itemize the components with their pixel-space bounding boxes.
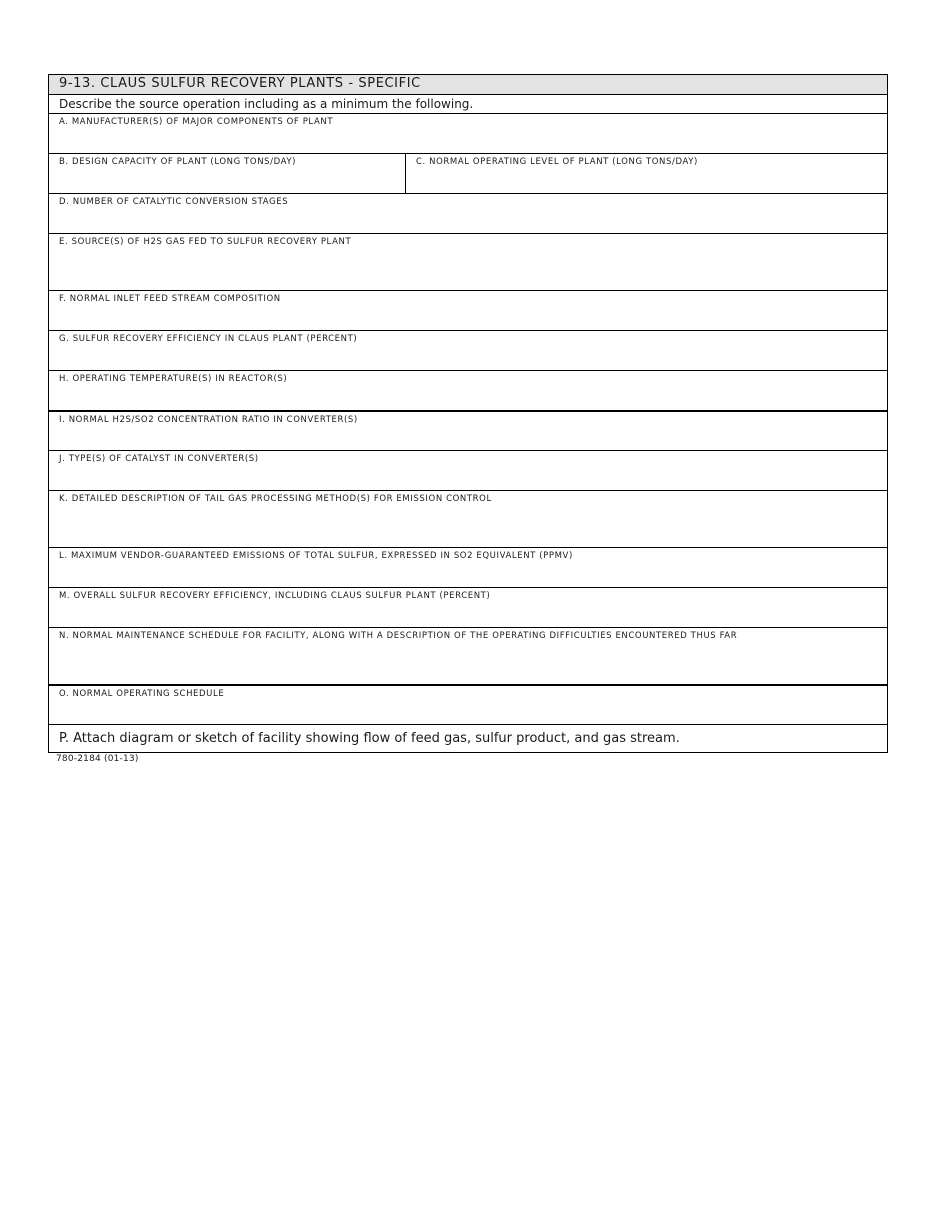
field-c-label: C. NORMAL OPERATING LEVEL OF PLANT (LONG TONS/DAY) — [416, 157, 698, 167]
field-d-catalytic-stages[interactable] — [49, 193, 887, 233]
field-f-label: F. NORMAL INLET FEED STREAM COMPOSITION — [59, 294, 281, 304]
field-g-label: G. SULFUR RECOVERY EFFICIENCY IN CLAUS PLANT (PERCENT) — [59, 334, 358, 344]
field-h-label: H. OPERATING TEMPERATURE(S) IN REACTOR(S) — [59, 374, 288, 384]
field-a-manufacturers[interactable] — [49, 113, 887, 153]
form-number: 780-2184 (01-13) — [56, 754, 139, 764]
field-n-maintenance-schedule[interactable] — [49, 627, 887, 684]
field-l-max-emissions[interactable] — [49, 547, 887, 587]
field-j-catalyst-type[interactable] — [49, 450, 887, 490]
field-i-label: I. NORMAL H2S/SO2 CONCENTRATION RATIO IN CONVERTER(S) — [59, 415, 358, 425]
field-i-concentration-ratio[interactable] — [49, 410, 887, 450]
field-o-operating-schedule[interactable] — [49, 684, 887, 724]
field-l-label: L. MAXIMUM VENDOR-GUARANTEED EMISSIONS OF TOTAL SULFUR, EXPRESSED IN SO2 EQUIVALENT (PPMV) — [59, 551, 573, 561]
field-e-label: E. SOURCE(S) OF H2S GAS FED TO SULFUR RECOVERY PLANT — [59, 237, 352, 247]
field-c-operating-level[interactable] — [406, 154, 887, 193]
field-k-tail-gas-processing[interactable] — [49, 490, 887, 547]
field-k-label: K. DETAILED DESCRIPTION OF TAIL GAS PROCESSING METHOD(S) FOR EMISSION CONTROL — [59, 494, 492, 504]
field-e-h2s-sources[interactable] — [49, 233, 887, 290]
field-b-design-capacity[interactable] — [49, 154, 406, 193]
field-f-feed-composition[interactable] — [49, 290, 887, 330]
field-p-attach-diagram: P. Attach diagram or sketch of facility showing flow of feed gas, sulfur product, and gas stream. — [49, 724, 887, 752]
field-m-label: M. OVERALL SULFUR RECOVERY EFFICIENCY, INCLUDING CLAUS SULFUR PLANT (PERCENT) — [59, 591, 491, 601]
field-m-overall-efficiency[interactable] — [49, 587, 887, 627]
field-o-label: O. NORMAL OPERATING SCHEDULE — [59, 689, 225, 699]
field-row-b-c — [49, 153, 887, 193]
field-h-reactor-temperature[interactable] — [49, 370, 887, 410]
claus-sulfur-form — [48, 74, 888, 753]
field-g-recovery-efficiency[interactable] — [49, 330, 887, 370]
field-n-label: N. NORMAL MAINTENANCE SCHEDULE FOR FACILITY, ALONG WITH A DESCRIPTION OF THE OPERATING DIFFICULTIES ENCOUNTERED THUS FAR — [59, 631, 738, 641]
section-intro: Describe the source operation including as a minimum the following. — [49, 94, 887, 113]
field-a-label: A. MANUFACTURER(S) OF MAJOR COMPONENTS OF PLANT — [59, 117, 334, 127]
field-b-label: B. DESIGN CAPACITY OF PLANT (LONG TONS/DAY) — [59, 157, 297, 167]
section-title: 9-13. CLAUS SULFUR RECOVERY PLANTS - SPECIFIC — [49, 75, 887, 94]
field-j-label: J. TYPE(S) OF CATALYST IN CONVERTER(S) — [59, 454, 259, 464]
field-d-label: D. NUMBER OF CATALYTIC CONVERSION STAGES — [59, 197, 289, 207]
